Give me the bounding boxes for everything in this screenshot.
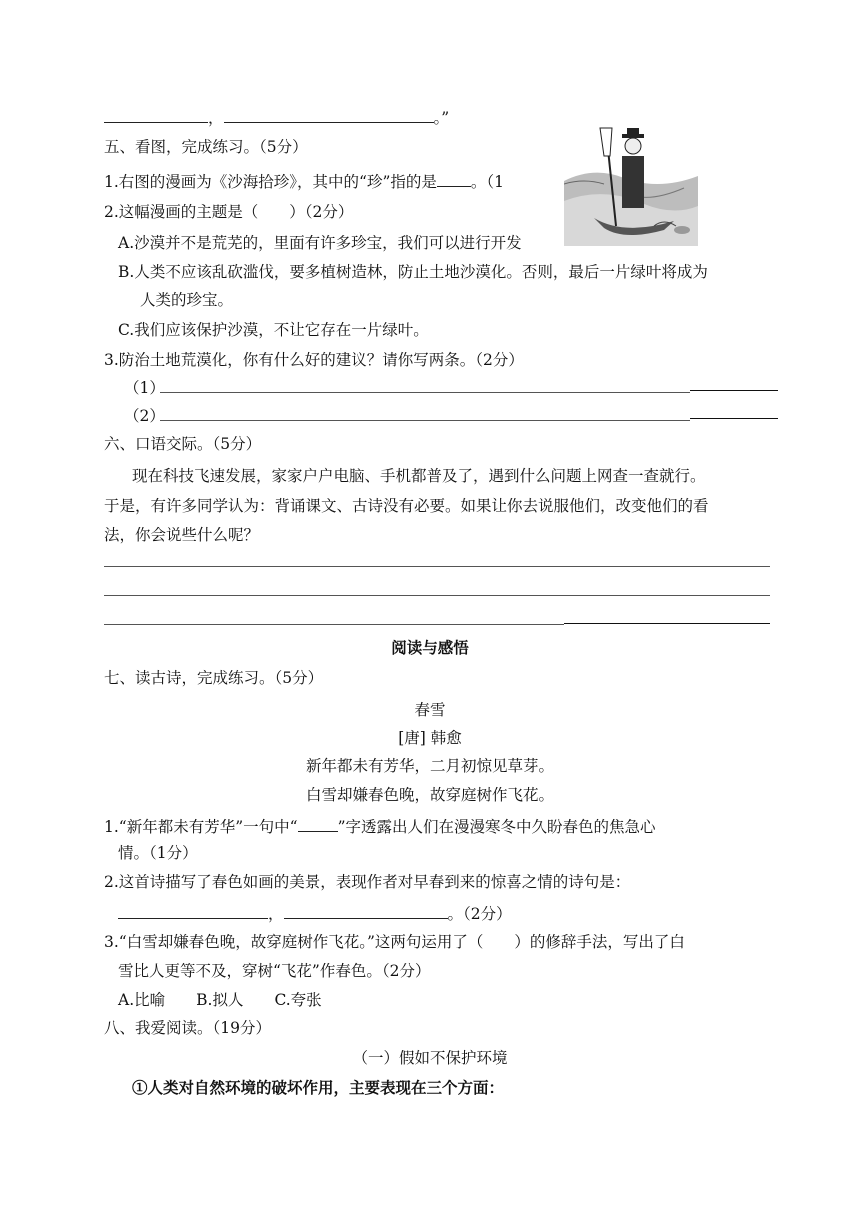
writing-line-3-tail [564,623,770,624]
section-5-heading: 五、看图，完成练习。（5分） [104,138,308,156]
s5-question-2: 2.这幅漫画的主题是（ ）（2分） [104,203,354,221]
answer-blank[interactable] [284,902,448,919]
poem-line-1: 新年都未有芳华，二月初惊见草芽。 [305,757,554,775]
section-7-heading: 七、读古诗，完成练习。（5分） [104,669,324,687]
answer-blank[interactable] [437,170,471,187]
s5-option-a: A.沙漠并不是荒芜的，里面有许多珍宝，我们可以进行开发 [118,234,522,252]
s5-question-3: 3.防治土地荒漠化，你有什么好的建议？请你写两条。（2分） [104,351,524,369]
answer-line-1-tail [690,390,778,391]
answer-blank[interactable] [298,815,338,832]
s5-question-1: 1.右图的漫画为《沙海拾珍》，其中的“珍”指的是 。（1 [104,170,504,192]
s7-question-3: 3.“白雪却嫌春色晚，故穿庭树作飞花。”这两句运用了（ ）的修辞手法，写出了白 [104,933,685,951]
s7-question-1-cont: 情。（1分） [118,844,198,862]
s5-option-b-cont: 人类的珍宝。 [140,291,234,309]
s6-paragraph-line-3: 法，你会说些什么呢？ [104,526,260,544]
section-6-heading: 六、口语交际。（5分） [104,435,262,453]
s5-answer-2-label: （2） [124,407,165,425]
s7-question-2: 2.这首诗描写了春色如画的美景，表现作者对早春到来的惊喜之情的诗句是： [104,873,631,891]
s5-option-c: C.我们应该保护沙漠，不让它存在一片绿叶。 [118,321,429,339]
answer-blank[interactable] [104,106,208,123]
s7-question-1: 1.“新年都未有芳华”一句中“ ”字透露出人们在漫漫寒冬中久盼春色的焦急心 [104,815,656,837]
reading-title: （一）假如不保护环境 [352,1049,508,1067]
s7-question-3-options: A.比喻 B.拟人 C.夸张 [118,991,322,1009]
s6-paragraph-line-2: 于是，有许多同学认为：背诵课文、古诗没有必要。如果让你去说服他们，改变他们的看 [104,497,709,515]
poem-line-2: 白雪却嫌春色晚，故穿庭树作飞花。 [305,786,554,804]
writing-line-1[interactable] [104,566,770,567]
section-title: 阅读与感悟 [391,638,469,657]
answer-line-2-tail [690,418,778,419]
answer-line-1[interactable] [160,392,690,393]
section-8-heading: 八、我爱阅读。（19分） [104,1019,271,1037]
s5-option-b: B.人类不应该乱砍滥伐，要多植树造林，防止土地沙漠化。否则，最后一片绿叶将成为 [118,263,708,281]
desert-cartoon-image [564,126,698,246]
answer-blank[interactable] [118,902,268,919]
answer-line-continuation: ， 。” [104,106,449,128]
s6-paragraph-line-1: 现在科技飞速发展，家家户户电脑、手机都普及了，遇到什么问题上网查一查就行。 [132,467,706,485]
writing-line-3[interactable] [104,624,564,625]
answer-line-2[interactable] [160,420,690,421]
writing-line-2[interactable] [104,595,770,596]
answer-blank[interactable] [224,106,434,123]
poem-title: 春雪 [414,701,446,719]
reading-paragraph-1: ①人类对自然环境的破坏作用，主要表现在三个方面： [132,1078,505,1097]
s7-question-3-cont: 雪比人更等不及，穿树“飞花”作春色。（2分） [118,962,431,980]
poem-author: [唐] 韩愈 [398,729,462,747]
s7-question-2-answer: ， 。（2分） [118,902,512,924]
s5-answer-1-label: （1） [124,379,165,397]
